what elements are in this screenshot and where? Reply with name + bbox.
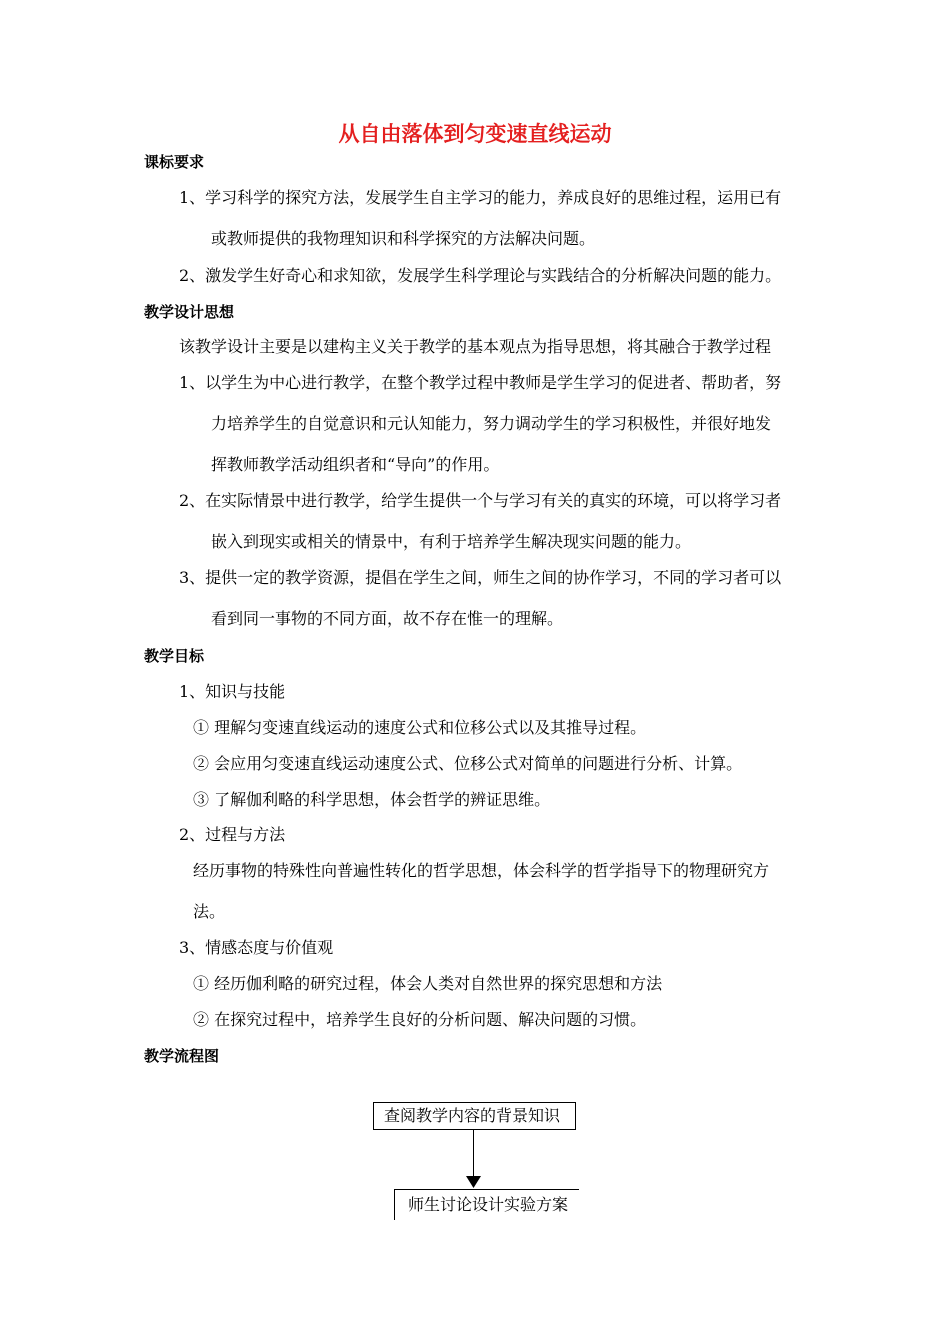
goals-sub-1: 1、知识与技能 (179, 682, 286, 701)
document-title: 从自由落体到匀变速直线运动 (338, 122, 612, 146)
design-item-3-line-2: 看到同一事物的不同方面，故不存在惟一的理解。 (211, 609, 564, 628)
standards-item-1-line-2: 或教师提供的我物理知识和科学探究的方法解决问题。 (211, 229, 596, 248)
flow-arrow-down-icon (466, 1176, 481, 1188)
goals-sub-3: 3、情感态度与价值观 (179, 938, 334, 957)
design-item-3-line-1: 3、提供一定的教学资源，提倡在学生之间，师生之间的协作学习，不同的学习者可以 (179, 568, 782, 587)
goals-sub-3-a: ① 经历伽利略的研究过程，体会人类对自然世界的探究思想和方法 (193, 974, 663, 993)
goals-sub-3-b: ② 在探究过程中，培养学生良好的分析问题、解决问题的习惯。 (193, 1010, 647, 1029)
flow-box-background-research-label: 查阅教学内容的背景知识 (384, 1106, 561, 1125)
goals-sub-2-line-2: 法。 (193, 902, 226, 921)
section-heading-standards: 课标要求 (144, 153, 205, 171)
design-intro: 该教学设计主要是以建构主义关于教学的基本观点为指导思想，将其融合于教学过程 (179, 337, 772, 356)
goals-sub-1-c: ③ 了解伽利略的科学思想，体会哲学的辨证思维。 (193, 790, 551, 809)
design-item-2-line-1: 2、在实际情景中进行教学，给学生提供一个与学习有关的真实的环境，可以将学习者 (179, 491, 782, 510)
design-item-1-line-1: 1、以学生为中心进行教学，在整个教学过程中教师是学生学习的促进者、帮助者，努 (179, 373, 782, 392)
design-item-1-line-2: 力培养学生的自觉意识和元认知能力，努力调动学生的学习积极性，并很好地发 (211, 414, 772, 433)
flow-box-experiment-design-label: 师生讨论设计实验方案 (408, 1195, 569, 1214)
goals-sub-1-b: ② 会应用匀变速直线运动速度公式、位移公式对简单的问题进行分析、计算。 (193, 754, 743, 773)
goals-sub-2-line-1: 经历事物的特殊性向普遍性转化的哲学思想，体会科学的哲学指导下的物理研究方 (193, 861, 770, 880)
section-heading-goals: 教学目标 (144, 647, 205, 665)
goals-sub-1-a: ① 理解匀变速直线运动的速度公式和位移公式以及其推导过程。 (193, 718, 647, 737)
section-heading-design: 教学设计思想 (144, 303, 235, 321)
flow-box-background-research (373, 1102, 576, 1130)
design-item-1-line-3: 挥教师教学活动组织者和“导向”的作用。 (211, 455, 500, 474)
section-heading-flow: 教学流程图 (144, 1047, 220, 1065)
standards-item-1-line-1: 1、学习科学的探究方法，发展学生自主学习的能力，养成良好的思维过程，运用已有 (179, 188, 782, 207)
flow-connector-line (473, 1129, 474, 1180)
goals-sub-2: 2、过程与方法 (179, 825, 286, 844)
design-item-2-line-2: 嵌入到现实或相关的情景中，有利于培养学生解决现实问题的能力。 (211, 532, 692, 551)
standards-item-2: 2、激发学生好奇心和求知欲，发展学生科学理论与实践结合的分析解决问题的能力。 (179, 266, 782, 285)
flow-box-experiment-design (394, 1189, 579, 1220)
